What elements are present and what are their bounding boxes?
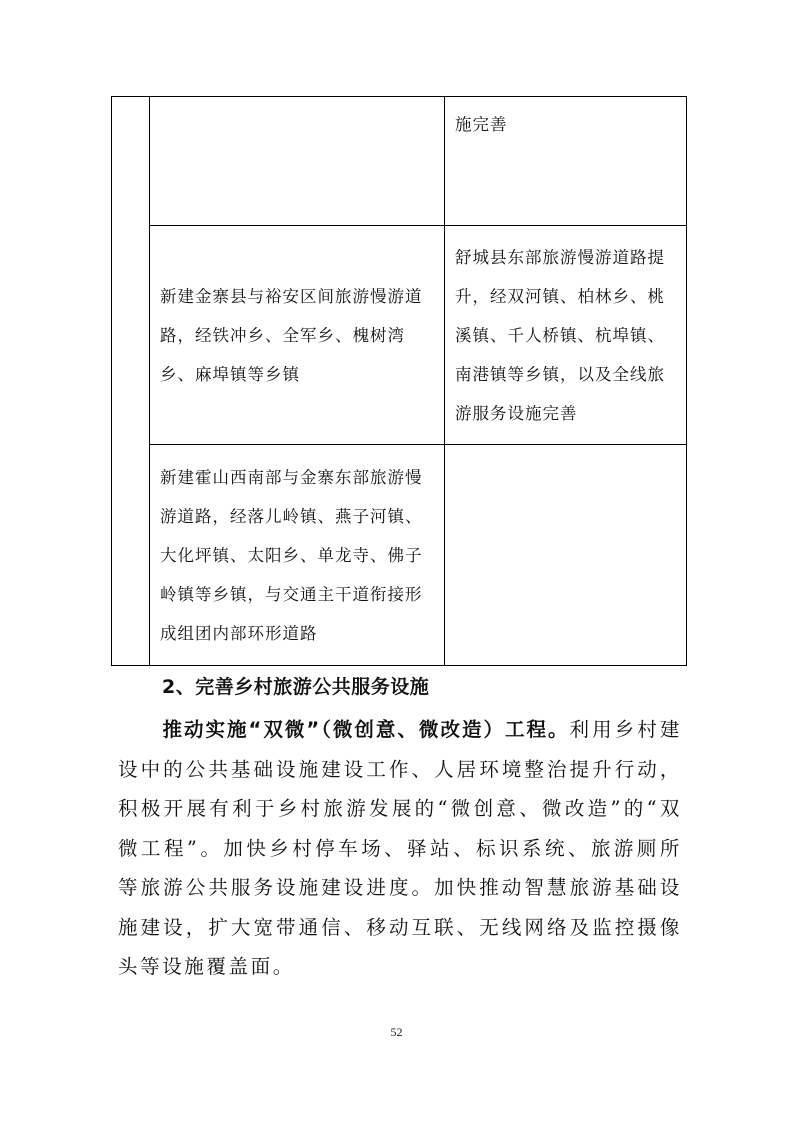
table-cell-right: 施完善 <box>445 97 687 226</box>
paragraph-lead: 推动实施“双微”（微创意、微改造）工程。 <box>162 718 570 741</box>
route-table <box>111 96 687 666</box>
table-cell-left: 新建霍山西南部与金寨东部旅游慢游道路，经落儿岭镇、燕子河镇、大化坪镇、太阳乡、单龙寺、佛子岭镇等乡镇，与交通主干道衔接形成组团内部环形道路 <box>150 445 445 666</box>
page-number: 52 <box>390 1025 403 1039</box>
table-cell-right: 舒城县东部旅游慢游道路提升，经双河镇、柏林乡、桃溪镇、千人桥镇、杭埠镇、南港镇等乡镇，以及全线旅游服务设施完善 <box>445 226 687 445</box>
table-cell-left: 新建金寨县与裕安区间旅游慢游道路，经铁冲乡、全军乡、槐树湾乡、麻埠镇等乡镇 <box>150 226 445 445</box>
table-cell-right <box>445 445 687 666</box>
section-paragraph <box>118 710 682 987</box>
table-row <box>112 445 687 666</box>
paragraph-body: 利用乡村建设中的公共基础设施建设工作、人居环境整治提升行动，积极开展有利于乡村旅游发展的“微创意、微改造”的“双微工程”。加快乡村停车场、驿站、标识系统、旅游厕所等旅游公共服务设施建设进度。加快推动智慧旅游基础设施建设，扩大宽带通信、移动互联、无线网络及监控摄像头等设施覆盖面。 <box>118 718 682 978</box>
table-row <box>112 226 687 445</box>
section-heading: 2、完善乡村旅游公共服务设施 <box>162 676 430 698</box>
table-cell-left <box>150 97 445 226</box>
table-row <box>112 97 687 226</box>
table-index-cell <box>112 97 150 666</box>
